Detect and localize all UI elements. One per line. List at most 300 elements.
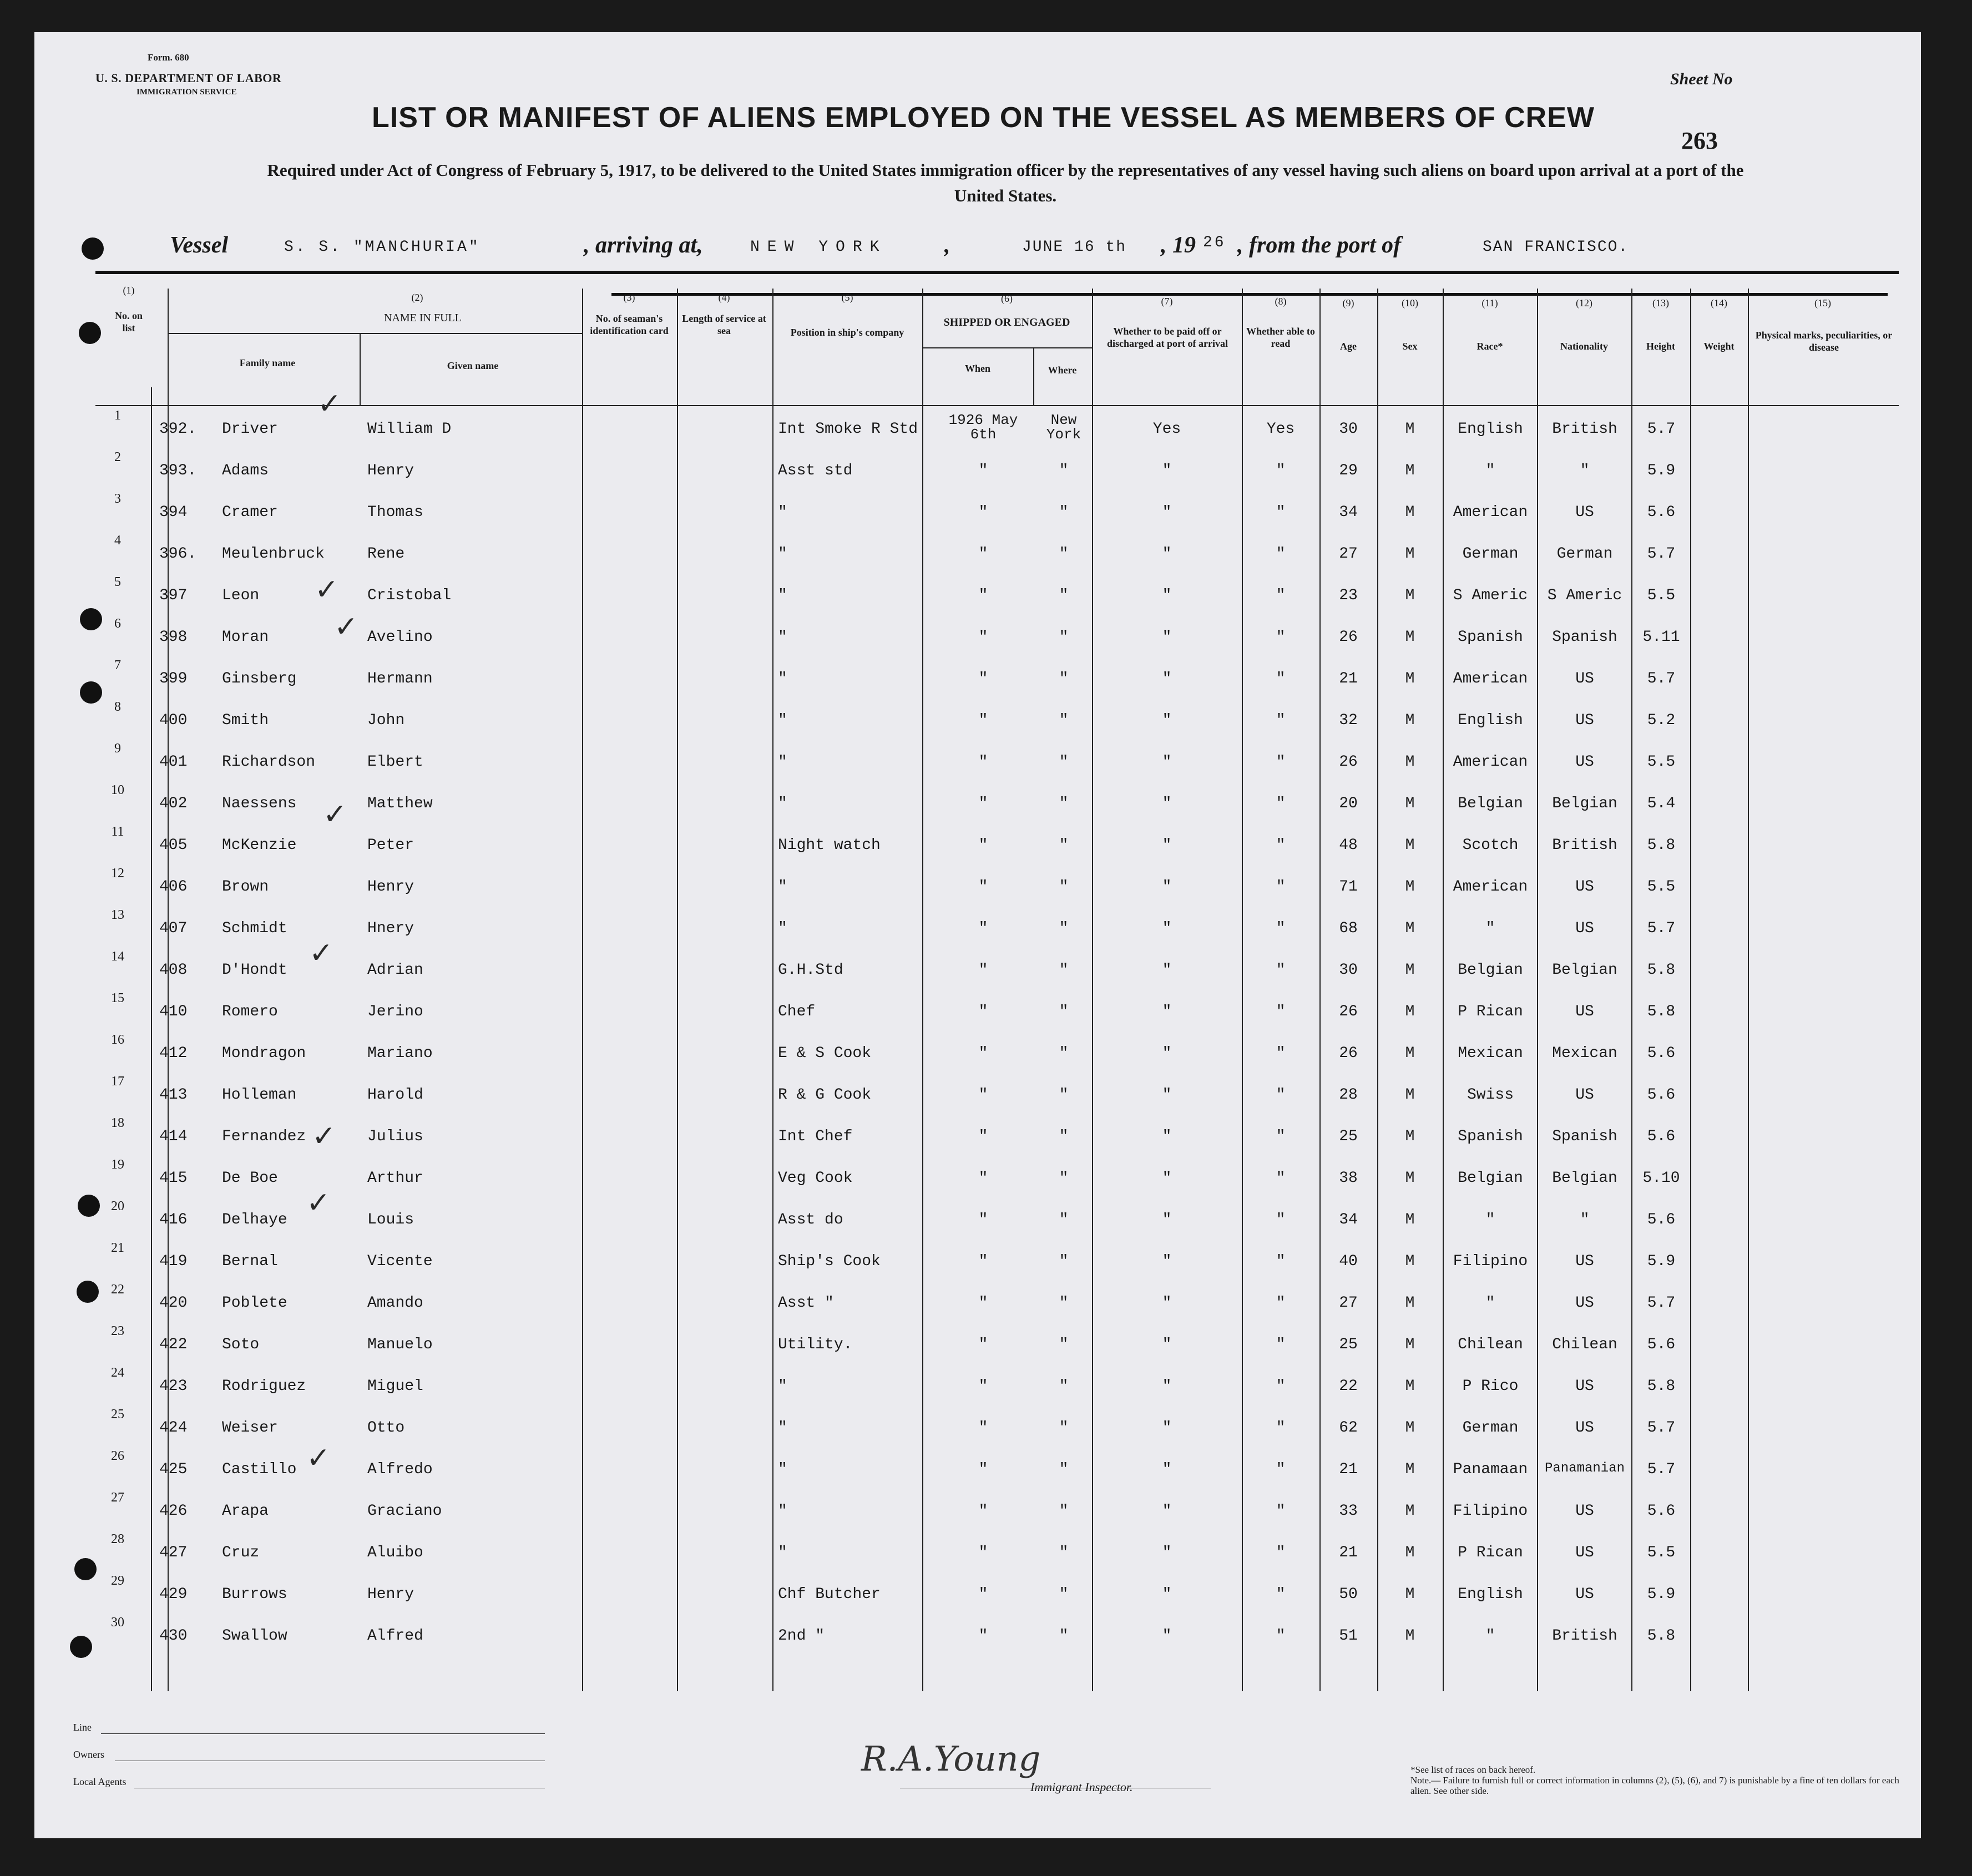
cell-position: " xyxy=(778,795,787,812)
cell-id: 402 xyxy=(159,795,188,812)
cell-sex: M xyxy=(1405,1503,1415,1520)
cell-given: Henry xyxy=(367,1586,414,1603)
cell-age: 27 xyxy=(1339,545,1358,563)
col15-header: Physical marks, peculiarities, or disease xyxy=(1755,330,1893,353)
cell-nationality: US xyxy=(1575,1586,1594,1603)
cell-nationality: Mexican xyxy=(1552,1045,1617,1062)
punch-hole xyxy=(80,608,102,630)
cell-age: 40 xyxy=(1339,1253,1358,1270)
cell-sex: M xyxy=(1405,1419,1415,1437)
cell-where: New York xyxy=(1046,412,1081,443)
cell-family: D'Hondt xyxy=(222,962,287,979)
column-rule xyxy=(1537,289,1538,1691)
cell-given: Graciano xyxy=(367,1503,442,1520)
footer-agents-label: Local Agents xyxy=(73,1776,127,1787)
cell-paid: " xyxy=(1162,545,1172,563)
cell-sex: M xyxy=(1405,462,1415,479)
cell-given: Hnery xyxy=(367,920,414,937)
cell-height: 5.5 xyxy=(1647,1544,1676,1561)
cell-read: Yes xyxy=(1266,421,1295,438)
line-number: 4 xyxy=(114,533,121,548)
column-rule xyxy=(151,387,152,1691)
cell-read: " xyxy=(1276,920,1286,937)
cell-read: " xyxy=(1276,962,1286,979)
cell-read: " xyxy=(1276,462,1286,479)
footer-owners-label: Owners xyxy=(73,1749,104,1760)
cell-id: 408 xyxy=(159,962,188,979)
col6-header: SHIPPED OR ENGAGED xyxy=(943,316,1070,328)
cell-race: " xyxy=(1485,920,1495,937)
cell-when: " xyxy=(978,754,988,771)
cell-id: 396. xyxy=(159,545,197,563)
cell-given: Adrian xyxy=(367,962,423,979)
line-number: 10 xyxy=(111,783,124,797)
cell-sex: M xyxy=(1405,587,1415,604)
line-number: 1 xyxy=(114,408,121,423)
cell-when: " xyxy=(978,1627,988,1645)
cell-paid: " xyxy=(1162,1253,1172,1270)
line-number: 25 xyxy=(111,1407,124,1422)
cell-paid: " xyxy=(1162,878,1172,896)
cell-paid: " xyxy=(1162,629,1172,646)
cell-family: Fernandez xyxy=(222,1128,306,1145)
cell-family: Moran xyxy=(222,629,269,646)
cell-race: " xyxy=(1485,1211,1495,1228)
arrival-date: JUNE 16 th xyxy=(1022,239,1127,256)
cell-paid: " xyxy=(1162,1419,1172,1437)
cell-given: Alfred xyxy=(367,1627,423,1645)
cell-id: 398 xyxy=(159,629,188,646)
checkmark: ✓ xyxy=(334,610,358,644)
line-number: 26 xyxy=(111,1449,124,1463)
cell-when: " xyxy=(978,837,988,854)
cell-sex: M xyxy=(1405,1461,1415,1478)
form-number: Form. 680 xyxy=(148,52,189,63)
cell-given: Manuelo xyxy=(367,1336,433,1353)
cell-where: " xyxy=(1059,1336,1069,1353)
cell-family: Adams xyxy=(222,462,269,479)
cell-paid: " xyxy=(1162,1544,1172,1561)
cell-race: " xyxy=(1485,1627,1495,1645)
cell-sex: M xyxy=(1405,1544,1415,1561)
cell-id: 405 xyxy=(159,837,188,854)
cell-id: 423 xyxy=(159,1378,188,1395)
cell-sex: M xyxy=(1405,1211,1415,1228)
cell-height: 5.7 xyxy=(1647,1419,1676,1437)
cell-where: " xyxy=(1059,920,1069,937)
cell-id: 413 xyxy=(159,1086,188,1104)
col3-number: (3) xyxy=(623,292,635,303)
cell-position: Ship's Cook xyxy=(778,1253,881,1270)
cell-paid: " xyxy=(1162,920,1172,937)
cell-age: 30 xyxy=(1339,962,1358,979)
cell-age: 33 xyxy=(1339,1503,1358,1520)
line-number: 12 xyxy=(111,866,124,881)
line-number: 15 xyxy=(111,991,124,1005)
cell-race: Panamaan xyxy=(1453,1461,1528,1478)
cell-given: Henry xyxy=(367,878,414,896)
cell-given: Aluibo xyxy=(367,1544,423,1561)
cell-where: " xyxy=(1059,1003,1069,1020)
cell-where: " xyxy=(1059,1419,1069,1437)
column-rule xyxy=(1748,289,1749,1691)
cell-race: English xyxy=(1458,421,1523,438)
cell-family: Burrows xyxy=(222,1586,287,1603)
cell-where: " xyxy=(1059,1086,1069,1104)
cell-position: " xyxy=(778,1544,787,1561)
cell-when: " xyxy=(978,1086,988,1104)
col3-header: No. of seaman's identification card xyxy=(590,313,669,336)
cell-nationality: British xyxy=(1552,1627,1617,1645)
cell-family: Schmidt xyxy=(222,920,287,937)
cell-when: " xyxy=(978,1461,988,1478)
service-name: IMMIGRATION SERVICE xyxy=(136,88,237,97)
cell-race: Belgian xyxy=(1458,795,1523,812)
cell-when: " xyxy=(978,1170,988,1187)
cell-height: 5.6 xyxy=(1647,1086,1676,1104)
cell-read: " xyxy=(1276,670,1286,687)
column-rule xyxy=(677,289,678,1691)
cell-where: " xyxy=(1059,1461,1069,1478)
cell-race: German xyxy=(1462,545,1519,563)
cell-when: " xyxy=(978,795,988,812)
cell-position: " xyxy=(778,670,787,687)
cell-race: P Rico xyxy=(1462,1378,1519,1395)
line-number: 16 xyxy=(111,1033,124,1047)
col2a-header: Family name xyxy=(239,357,296,368)
cell-where: " xyxy=(1059,1295,1069,1312)
cell-id: 430 xyxy=(159,1627,188,1645)
col12-number: (12) xyxy=(1576,297,1592,309)
cell-race: P Rican xyxy=(1458,1003,1523,1020)
cell-family: Cruz xyxy=(222,1544,260,1561)
punch-hole xyxy=(79,322,101,344)
footer-line-rule xyxy=(101,1733,545,1734)
cell-nationality: Panamanian xyxy=(1544,1461,1625,1476)
cell-age: 29 xyxy=(1339,462,1358,479)
cell-position: " xyxy=(778,504,787,521)
cell-read: " xyxy=(1276,504,1286,521)
cell-position: E & S Cook xyxy=(778,1045,872,1062)
cell-paid: " xyxy=(1162,1503,1172,1520)
col9-header: Age xyxy=(1340,341,1357,352)
cell-age: 50 xyxy=(1339,1586,1358,1603)
cell-position: " xyxy=(778,629,787,646)
cell-id: 407 xyxy=(159,920,188,937)
cell-nationality: US xyxy=(1575,1253,1594,1270)
cell-nationality: Belgian xyxy=(1552,962,1617,979)
cell-paid: " xyxy=(1162,462,1172,479)
cell-height: 5.8 xyxy=(1647,1003,1676,1020)
cell-height: 5.5 xyxy=(1647,754,1676,771)
cell-id: 419 xyxy=(159,1253,188,1270)
line-number: 20 xyxy=(111,1199,124,1213)
cell-when: " xyxy=(978,1544,988,1561)
cell-when: 1926 May 6th xyxy=(948,412,1018,443)
cell-where: " xyxy=(1059,837,1069,854)
cell-position: Utility. xyxy=(778,1336,853,1353)
cell-when: " xyxy=(978,629,988,646)
cell-read: " xyxy=(1276,1419,1286,1437)
cell-family: Richardson xyxy=(222,754,316,771)
cell-age: 68 xyxy=(1339,920,1358,937)
line-number: 6 xyxy=(114,616,121,631)
col13-number: (13) xyxy=(1652,297,1669,309)
cell-id: 400 xyxy=(159,712,188,729)
cell-position: " xyxy=(778,712,787,729)
cell-where: " xyxy=(1059,1045,1069,1062)
cell-id: 425 xyxy=(159,1461,188,1478)
cell-family: De Boe xyxy=(222,1170,278,1187)
cell-sex: M xyxy=(1405,629,1415,646)
column-rule xyxy=(168,289,169,1691)
header-subrule xyxy=(922,347,1092,348)
cell-paid: " xyxy=(1162,1086,1172,1104)
cell-height: 5.7 xyxy=(1647,1295,1676,1312)
cell-family: Soto xyxy=(222,1336,260,1353)
cell-family: Arapa xyxy=(222,1503,269,1520)
cell-height: 5.6 xyxy=(1647,1503,1676,1520)
cell-position: Chef xyxy=(778,1003,816,1020)
from-port-label: , from the port of xyxy=(1237,232,1402,258)
col12-header: Nationality xyxy=(1560,341,1608,352)
cell-family: Driver xyxy=(222,421,278,438)
line-number: 30 xyxy=(111,1615,124,1630)
cell-where: " xyxy=(1059,504,1069,521)
cell-age: 26 xyxy=(1339,754,1358,771)
line-number: 13 xyxy=(111,908,124,922)
cell-given: John xyxy=(367,712,405,729)
cell-nationality: US xyxy=(1575,1544,1594,1561)
punch-hole xyxy=(70,1636,92,1658)
cell-position: G.H.Std xyxy=(778,962,843,979)
cell-height: 5.8 xyxy=(1647,962,1676,979)
cell-position: Asst std xyxy=(778,462,853,479)
cell-read: " xyxy=(1276,1170,1286,1187)
cell-where: " xyxy=(1059,754,1069,771)
sheet-number: 263 xyxy=(1681,127,1718,154)
col10-number: (10) xyxy=(1402,297,1418,309)
cell-given: Hermann xyxy=(367,670,433,687)
cell-read: " xyxy=(1276,1253,1286,1270)
cell-race: English xyxy=(1458,1586,1523,1603)
cell-sex: M xyxy=(1405,1086,1415,1104)
col15-number: (15) xyxy=(1814,297,1831,309)
cell-nationality: Belgian xyxy=(1552,1170,1617,1187)
manifest-sheet xyxy=(34,32,1921,1838)
checkmark: ✓ xyxy=(323,798,347,831)
column-rule xyxy=(1092,289,1093,1691)
cell-paid: " xyxy=(1162,1378,1172,1395)
cell-sex: M xyxy=(1405,1627,1415,1645)
cell-height: 5.5 xyxy=(1647,878,1676,896)
cell-height: 5.6 xyxy=(1647,504,1676,521)
cell-family: Mondragon xyxy=(222,1045,306,1062)
column-rule xyxy=(1443,289,1444,1691)
cell-id: 410 xyxy=(159,1003,188,1020)
cell-where: " xyxy=(1059,1378,1069,1395)
cell-family: Cramer xyxy=(222,504,278,521)
cell-where: " xyxy=(1059,587,1069,604)
cell-where: " xyxy=(1059,1586,1069,1603)
cell-when: " xyxy=(978,920,988,937)
cell-nationality: British xyxy=(1552,837,1617,854)
line-number: 23 xyxy=(111,1324,124,1338)
cell-id: 426 xyxy=(159,1503,188,1520)
cell-when: " xyxy=(978,962,988,979)
cell-paid: " xyxy=(1162,1045,1172,1062)
cell-given: Rene xyxy=(367,545,405,563)
vessel-name: S. S. "MANCHURIA" xyxy=(284,239,481,256)
cell-when: " xyxy=(978,1586,988,1603)
cell-family: Naessens xyxy=(222,795,297,812)
cell-when: " xyxy=(978,1503,988,1520)
col7-number: (7) xyxy=(1161,296,1173,307)
cell-where: " xyxy=(1059,1503,1069,1520)
cell-race: Spanish xyxy=(1458,1128,1523,1145)
cell-paid: " xyxy=(1162,1586,1172,1603)
cell-given: Elbert xyxy=(367,754,423,771)
cell-height: 5.9 xyxy=(1647,1586,1676,1603)
cell-sex: M xyxy=(1405,1378,1415,1395)
cell-height: 5.9 xyxy=(1647,462,1676,479)
cell-position: " xyxy=(778,545,787,563)
col5-header: Position in ship's company xyxy=(790,327,904,338)
cell-given: Jerino xyxy=(367,1003,423,1020)
column-rule xyxy=(1377,289,1378,1691)
cell-when: " xyxy=(978,1253,988,1270)
footer-line-label: Line xyxy=(73,1722,92,1733)
cell-age: 28 xyxy=(1339,1086,1358,1104)
cell-id: 392. xyxy=(159,421,197,438)
cell-height: 5.6 xyxy=(1647,1045,1676,1062)
cell-paid: " xyxy=(1162,1295,1172,1312)
cell-age: 34 xyxy=(1339,504,1358,521)
col6-number: (6) xyxy=(1001,293,1013,304)
cell-position: " xyxy=(778,1461,787,1478)
cell-read: " xyxy=(1276,754,1286,771)
line-number: 18 xyxy=(111,1116,124,1130)
cell-race: Filipino xyxy=(1453,1253,1528,1270)
cell-position: R & G Cook xyxy=(778,1086,872,1104)
cell-position: Int Chef xyxy=(778,1128,853,1145)
cell-read: " xyxy=(1276,1544,1286,1561)
cell-id: 401 xyxy=(159,754,188,771)
cell-id: 394 xyxy=(159,504,188,521)
cell-race: American xyxy=(1453,670,1528,687)
cell-family: Holleman xyxy=(222,1086,297,1104)
line-number: 22 xyxy=(111,1282,124,1297)
cell-age: 22 xyxy=(1339,1378,1358,1395)
cell-id: 397 xyxy=(159,587,188,604)
cell-height: 5.8 xyxy=(1647,837,1676,854)
cell-race: Swiss xyxy=(1467,1086,1514,1104)
cell-age: 71 xyxy=(1339,878,1358,896)
cell-given: Julius xyxy=(367,1128,423,1145)
cell-family: Swallow xyxy=(222,1627,287,1645)
cell-race: American xyxy=(1453,754,1528,771)
col2-number: (2) xyxy=(411,292,423,303)
col11-number: (11) xyxy=(1481,297,1498,309)
cell-race: Belgian xyxy=(1458,962,1523,979)
line-number: 3 xyxy=(114,492,121,506)
cell-height: 5.11 xyxy=(1642,629,1680,646)
cell-paid: " xyxy=(1162,670,1172,687)
cell-position: Veg Cook xyxy=(778,1170,853,1187)
column-rule xyxy=(1690,289,1691,1691)
cell-sex: M xyxy=(1405,712,1415,729)
cell-paid: " xyxy=(1162,1627,1172,1645)
cell-age: 21 xyxy=(1339,1461,1358,1478)
cell-given: Matthew xyxy=(367,795,433,812)
cell-age: 21 xyxy=(1339,670,1358,687)
col13-header: Height xyxy=(1646,341,1675,352)
cell-id: 420 xyxy=(159,1295,188,1312)
cell-nationality: US xyxy=(1575,754,1594,771)
cell-paid: " xyxy=(1162,1128,1172,1145)
cell-paid: " xyxy=(1162,754,1172,771)
cell-age: 25 xyxy=(1339,1128,1358,1145)
cell-nationality: Chilean xyxy=(1552,1336,1617,1353)
cell-height: 5.7 xyxy=(1647,1461,1676,1478)
cell-when: " xyxy=(978,1211,988,1228)
line-number: 29 xyxy=(111,1574,124,1588)
cell-position: " xyxy=(778,878,787,896)
cell-nationality: US xyxy=(1575,1419,1594,1437)
cell-read: " xyxy=(1276,1336,1286,1353)
cell-age: 20 xyxy=(1339,795,1358,812)
cell-when: " xyxy=(978,712,988,729)
cell-age: 27 xyxy=(1339,1295,1358,1312)
cell-race: Chilean xyxy=(1458,1336,1523,1353)
col1-number: (1) xyxy=(123,285,135,296)
cell-sex: M xyxy=(1405,1128,1415,1145)
cell-given: Peter xyxy=(367,837,414,854)
cell-family: Delhaye xyxy=(222,1211,287,1228)
cell-paid: " xyxy=(1162,962,1172,979)
cell-where: " xyxy=(1059,1128,1069,1145)
cell-where: " xyxy=(1059,712,1069,729)
line-number: 14 xyxy=(111,949,124,964)
cell-read: " xyxy=(1276,1128,1286,1145)
column-rule xyxy=(772,289,773,1691)
cell-where: " xyxy=(1059,1211,1069,1228)
cell-position: " xyxy=(778,920,787,937)
cell-sex: M xyxy=(1405,754,1415,771)
cell-read: " xyxy=(1276,1295,1286,1312)
cell-nationality: US xyxy=(1575,670,1594,687)
cell-sex: M xyxy=(1405,670,1415,687)
cell-nationality: British xyxy=(1552,421,1617,438)
cell-family: Smith xyxy=(222,712,269,729)
cell-position: 2nd " xyxy=(778,1627,825,1645)
cell-when: " xyxy=(978,462,988,479)
cell-read: " xyxy=(1276,1461,1286,1478)
cell-paid: " xyxy=(1162,1461,1172,1478)
cell-position: " xyxy=(778,1503,787,1520)
cell-nationality: US xyxy=(1575,878,1594,896)
col4-header: Length of service at sea xyxy=(682,313,766,336)
cell-when: " xyxy=(978,1045,988,1062)
col14-number: (14) xyxy=(1711,297,1727,309)
cell-sex: M xyxy=(1405,1586,1415,1603)
cell-age: 25 xyxy=(1339,1336,1358,1353)
cell-given: Avelino xyxy=(367,629,433,646)
cell-nationality: US xyxy=(1575,1295,1594,1312)
line-number: 19 xyxy=(111,1157,124,1172)
cell-position: " xyxy=(778,587,787,604)
cell-id: 414 xyxy=(159,1128,188,1145)
